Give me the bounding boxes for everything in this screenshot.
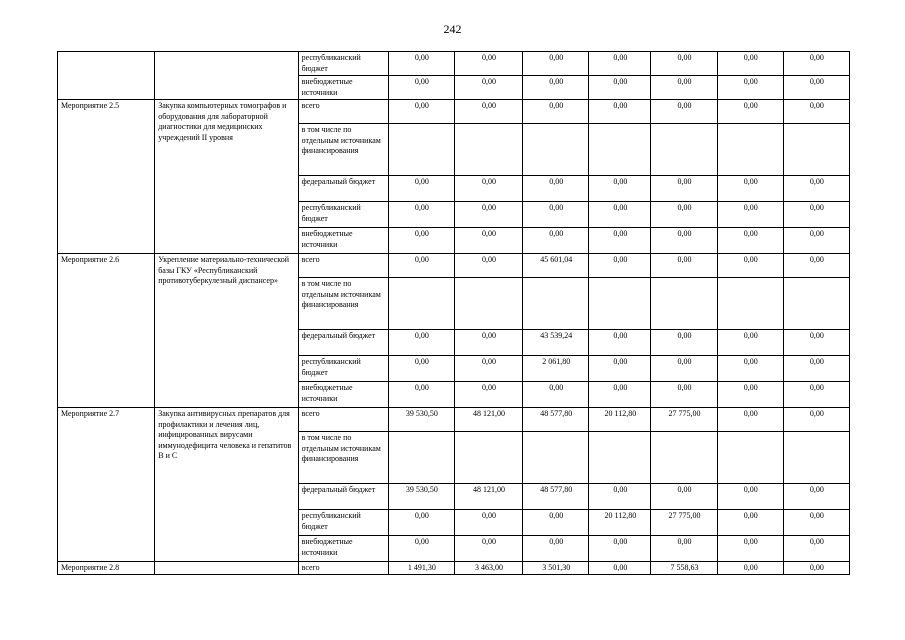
value-cell: 20 112,80 xyxy=(589,510,651,536)
value-cell: 0,00 xyxy=(717,536,783,562)
value-cell xyxy=(454,124,522,176)
measure-name-cell xyxy=(155,562,298,575)
funding-source-cell: республиканский бюджет xyxy=(298,510,388,536)
value-cell: 0,00 xyxy=(783,536,849,562)
value-cell: 0,00 xyxy=(783,408,849,432)
value-cell: 20 112,80 xyxy=(589,408,651,432)
value-cell: 3 501,30 xyxy=(523,562,589,575)
funding-source-cell: республиканский бюджет xyxy=(298,356,388,382)
value-cell: 0,00 xyxy=(454,536,522,562)
funding-source-cell: в том числе по отдельным источникам финансирования xyxy=(298,124,388,176)
value-cell: 0,00 xyxy=(783,176,849,202)
value-cell: 0,00 xyxy=(783,100,849,124)
value-cell: 0,00 xyxy=(783,330,849,356)
value-cell: 0,00 xyxy=(454,52,522,76)
value-cell xyxy=(651,432,717,484)
value-cell: 0,00 xyxy=(717,76,783,100)
value-cell: 0,00 xyxy=(651,228,717,254)
value-cell: 0,00 xyxy=(783,202,849,228)
funding-source-cell: федеральный бюджет xyxy=(298,330,388,356)
value-cell: 0,00 xyxy=(717,562,783,575)
value-cell: 0,00 xyxy=(454,202,522,228)
funding-source-cell: федеральный бюджет xyxy=(298,484,388,510)
value-cell xyxy=(717,124,783,176)
page-number: 242 xyxy=(443,22,462,36)
value-cell: 0,00 xyxy=(388,510,454,536)
value-cell: 39 530,50 xyxy=(388,408,454,432)
value-cell: 0,00 xyxy=(783,382,849,408)
value-cell: 0,00 xyxy=(717,52,783,76)
measure-name-cell xyxy=(155,52,298,100)
value-cell: 48 121,00 xyxy=(454,408,522,432)
measure-cell: Мероприятие 2.6 xyxy=(58,254,155,408)
measure-name-cell: Закупка антивирусных препаратов для профилактики и лечения лиц, инфицированных вирусами иммунодефицита человека и гепатитов В и С xyxy=(155,408,298,562)
value-cell xyxy=(589,124,651,176)
measure-name-cell: Закупка компьютерных томографов и оборудования для лабораторной диагностики для медицинских учреждений II уровня xyxy=(155,100,298,254)
table-row xyxy=(58,254,850,278)
value-cell: 45 601,04 xyxy=(523,254,589,278)
value-cell: 0,00 xyxy=(454,510,522,536)
value-cell: 0,00 xyxy=(783,484,849,510)
value-cell xyxy=(783,278,849,330)
value-cell: 0,00 xyxy=(523,510,589,536)
value-cell xyxy=(717,278,783,330)
value-cell xyxy=(783,432,849,484)
value-cell: 0,00 xyxy=(783,52,849,76)
funding-source-cell: внебюджетные источники xyxy=(298,536,388,562)
value-cell: 0,00 xyxy=(717,356,783,382)
value-cell: 0,00 xyxy=(651,76,717,100)
value-cell: 0,00 xyxy=(589,76,651,100)
value-cell: 0,00 xyxy=(388,176,454,202)
value-cell xyxy=(388,432,454,484)
value-cell: 0,00 xyxy=(717,408,783,432)
value-cell: 0,00 xyxy=(454,254,522,278)
value-cell: 0,00 xyxy=(523,76,589,100)
value-cell: 48 121,00 xyxy=(454,484,522,510)
value-cell xyxy=(454,278,522,330)
value-cell: 0,00 xyxy=(589,382,651,408)
value-cell: 0,00 xyxy=(589,100,651,124)
value-cell: 0,00 xyxy=(783,228,849,254)
value-cell: 43 539,24 xyxy=(523,330,589,356)
value-cell: 0,00 xyxy=(651,356,717,382)
value-cell: 0,00 xyxy=(783,356,849,382)
table-row xyxy=(58,100,850,124)
value-cell: 1 491,30 xyxy=(388,562,454,575)
value-cell: 0,00 xyxy=(717,100,783,124)
value-cell: 0,00 xyxy=(783,76,849,100)
value-cell: 0,00 xyxy=(589,228,651,254)
funding-source-cell: в том числе по отдельным источникам финансирования xyxy=(298,278,388,330)
value-cell: 2 061,80 xyxy=(523,356,589,382)
value-cell xyxy=(523,432,589,484)
value-cell: 0,00 xyxy=(523,100,589,124)
value-cell: 0,00 xyxy=(717,176,783,202)
table-row xyxy=(58,52,850,76)
value-cell: 0,00 xyxy=(651,536,717,562)
value-cell: 0,00 xyxy=(388,382,454,408)
value-cell xyxy=(523,124,589,176)
funding-source-cell: федеральный бюджет xyxy=(298,176,388,202)
value-cell: 0,00 xyxy=(523,202,589,228)
value-cell xyxy=(454,432,522,484)
funding-source-cell: внебюджетные источники xyxy=(298,228,388,254)
value-cell: 0,00 xyxy=(717,330,783,356)
value-cell: 0,00 xyxy=(388,52,454,76)
value-cell: 0,00 xyxy=(589,562,651,575)
value-cell: 0,00 xyxy=(651,202,717,228)
value-cell: 0,00 xyxy=(454,228,522,254)
value-cell: 0,00 xyxy=(454,356,522,382)
value-cell: 27 775,00 xyxy=(651,408,717,432)
value-cell: 0,00 xyxy=(388,536,454,562)
value-cell: 0,00 xyxy=(388,228,454,254)
value-cell: 0,00 xyxy=(717,254,783,278)
value-cell: 0,00 xyxy=(589,52,651,76)
measure-cell xyxy=(58,52,155,100)
measure-cell: Мероприятие 2.5 xyxy=(58,100,155,254)
value-cell: 0,00 xyxy=(454,100,522,124)
value-cell xyxy=(651,124,717,176)
value-cell: 7 558,63 xyxy=(651,562,717,575)
value-cell: 3 463,00 xyxy=(454,562,522,575)
value-cell: 0,00 xyxy=(651,382,717,408)
value-cell: 0,00 xyxy=(717,228,783,254)
table-row xyxy=(58,408,850,432)
value-cell: 0,00 xyxy=(717,202,783,228)
value-cell: 0,00 xyxy=(717,382,783,408)
value-cell: 0,00 xyxy=(651,52,717,76)
value-cell xyxy=(783,124,849,176)
value-cell: 0,00 xyxy=(523,536,589,562)
funding-source-cell: внебюджетные источники xyxy=(298,382,388,408)
table-body xyxy=(58,52,850,575)
value-cell: 0,00 xyxy=(388,202,454,228)
value-cell: 27 775,00 xyxy=(651,510,717,536)
funding-source-cell: в том числе по отдельным источникам финансирования xyxy=(298,432,388,484)
value-cell: 0,00 xyxy=(454,382,522,408)
value-cell: 0,00 xyxy=(589,356,651,382)
value-cell: 0,00 xyxy=(388,330,454,356)
value-cell xyxy=(651,278,717,330)
funding-source-cell: всего xyxy=(298,100,388,124)
value-cell: 0,00 xyxy=(651,100,717,124)
funding-source-cell: всего xyxy=(298,562,388,575)
budget-table xyxy=(57,51,850,575)
measure-cell: Мероприятие 2.7 xyxy=(58,408,155,562)
funding-source-cell: всего xyxy=(298,254,388,278)
value-cell: 0,00 xyxy=(783,562,849,575)
value-cell: 0,00 xyxy=(589,330,651,356)
value-cell: 0,00 xyxy=(651,330,717,356)
value-cell: 0,00 xyxy=(717,484,783,510)
value-cell: 0,00 xyxy=(783,510,849,536)
value-cell: 0,00 xyxy=(454,176,522,202)
value-cell: 0,00 xyxy=(783,254,849,278)
value-cell xyxy=(523,278,589,330)
value-cell: 0,00 xyxy=(589,484,651,510)
funding-source-cell: республиканский бюджет xyxy=(298,202,388,228)
value-cell: 48 577,80 xyxy=(523,408,589,432)
value-cell: 0,00 xyxy=(454,76,522,100)
value-cell xyxy=(388,278,454,330)
value-cell: 0,00 xyxy=(651,176,717,202)
measure-cell: Мероприятие 2.8 xyxy=(58,562,155,575)
value-cell: 0,00 xyxy=(589,536,651,562)
value-cell: 0,00 xyxy=(651,484,717,510)
value-cell: 0,00 xyxy=(523,382,589,408)
value-cell: 0,00 xyxy=(589,202,651,228)
value-cell: 0,00 xyxy=(589,176,651,202)
value-cell: 0,00 xyxy=(523,228,589,254)
value-cell: 0,00 xyxy=(388,76,454,100)
value-cell: 0,00 xyxy=(589,254,651,278)
value-cell: 0,00 xyxy=(388,356,454,382)
value-cell: 0,00 xyxy=(454,330,522,356)
funding-source-cell: всего xyxy=(298,408,388,432)
value-cell xyxy=(388,124,454,176)
measure-name-cell: Укрепление материально-технической базы ГКУ «Республиканский противотуберкулезный диспансер» xyxy=(155,254,298,408)
value-cell: 0,00 xyxy=(523,52,589,76)
funding-source-cell: республиканский бюджет xyxy=(298,52,388,76)
value-cell: 0,00 xyxy=(651,254,717,278)
value-cell: 48 577,80 xyxy=(523,484,589,510)
value-cell: 0,00 xyxy=(523,176,589,202)
value-cell: 39 530,50 xyxy=(388,484,454,510)
value-cell xyxy=(717,432,783,484)
value-cell: 0,00 xyxy=(717,510,783,536)
table-row xyxy=(58,562,850,575)
value-cell xyxy=(589,278,651,330)
value-cell: 0,00 xyxy=(388,254,454,278)
value-cell: 0,00 xyxy=(388,100,454,124)
funding-source-cell: внебюджетные источники xyxy=(298,76,388,100)
value-cell xyxy=(589,432,651,484)
